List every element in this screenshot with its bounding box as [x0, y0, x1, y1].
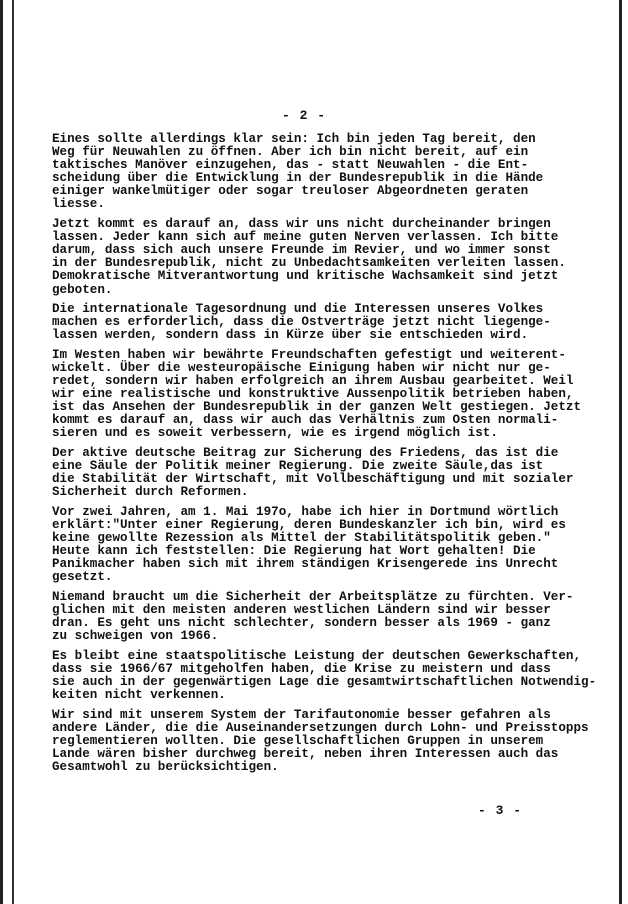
text-line: Lande wären bisher durchweg bereit, neben ihren Interessen auch das: [52, 747, 559, 762]
text-line: taktisches Manöver einzugehen, das - statt Neuwahlen - die Ent-: [52, 158, 529, 173]
text-line: andere Länder, die die Auseinandersetzungen durch Lohn- und Preisstopps: [52, 720, 589, 735]
paragraph: [52, 447, 612, 499]
paragraph: [52, 650, 612, 702]
page-number: - 2 -: [282, 108, 327, 123]
text-line: reglementieren wollten. Die gesellschaftlichen Gruppen in unserem: [52, 733, 544, 748]
text-line: zu schweigen von 1966.: [52, 629, 219, 644]
text-line: kommt es darauf an, dass wir auch das Verhältnis zum Osten normali-: [52, 413, 559, 428]
text-line: eine Säule der Politik meiner Regierung. Die zweite Säule,das ist: [52, 459, 544, 474]
text-line: sie auch in der gegenwärtigen Lage die gesamtwirtschaftlichen Notwendig-: [52, 675, 597, 690]
text-line: Der aktive deutsche Beitrag zur Sicherung des Friedens, das ist die: [52, 446, 559, 461]
text-line: scheidung über die Entwicklung in der Bundesrepublik in die Hände: [52, 171, 544, 186]
text-line: Panikmacher haben sich mit ihrem ständigen Krisengerede ins Unrecht: [52, 557, 559, 572]
text-line: Eines sollte allerdings klar sein: Ich bin jeden Tag bereit, den: [52, 132, 536, 146]
text-line: redet, sondern wir haben erfolgreich an ihrem Ausbau gearbeitet. Weil: [52, 374, 574, 389]
scan-edge-right: [619, 0, 622, 904]
text-line: Gesamtwohl zu berücksichtigen.: [52, 760, 279, 775]
next-page-marker: - 3 -: [478, 803, 523, 818]
text-line: wir eine realistische und konstruktive Aussenpolitik betrieben haben,: [52, 387, 574, 402]
text-line: Niemand braucht um die Sicherheit der Arbeitsplätze zu fürchten. Ver-: [52, 590, 574, 604]
text-line: keine gewollte Rezession als Mittel der Stabilitätspolitik geben.": [52, 531, 551, 546]
scan-edge-line: [12, 0, 14, 904]
text-line: sieren und es soweit verbessern, wie es irgend möglich ist.: [52, 426, 498, 441]
text-line: lassen. Jeder kann sich auf meine guten Nerven verlassen. Ich bitte: [52, 230, 559, 245]
text-line: Heute kann ich feststellen: Die Regierung hat Wort gehalten! Die: [52, 544, 536, 559]
text-line: Es bleibt eine staatspolitische Leistung der deutschen Gewerkschaften,: [52, 648, 582, 663]
text-line: Im Westen haben wir bewährte Freundschaften gefestigt und weiterent-: [52, 347, 566, 362]
text-line: Wir sind mit unserem System der Tarifautonomie besser gefahren als: [52, 707, 551, 722]
text-line: Jetzt kommt es darauf an, dass wir uns nicht durcheinander bringen: [52, 217, 551, 232]
text-line: geboten.: [52, 282, 113, 297]
text-line: gesetzt.: [52, 570, 113, 585]
text-line: erklärt:"Unter einer Regierung, deren Bundeskanzler ich bin, wird es: [52, 518, 566, 533]
text-line: Sicherheit durch Reformen.: [52, 485, 249, 500]
text-line: dran. Es geht uns nicht schlechter, sondern besser als 1969 - ganz: [52, 616, 551, 631]
paragraph: [52, 591, 612, 643]
document-body: [52, 133, 612, 781]
text-line: darum, dass sich auch unsere Freunde im Revier, und wo immer sonst: [52, 243, 551, 258]
text-line: lassen werden, sondern dass in Kürze über sie entschieden wird.: [52, 328, 529, 343]
text-line: ist das Ansehen der Bundesrepublik in der ganzen Welt gestiegen. Jetzt: [52, 400, 582, 415]
text-line: Die internationale Tagesordnung und die Interessen unseres Volkes: [52, 302, 544, 317]
paragraph: [52, 506, 612, 585]
text-line: glichen mit den meisten anderen westlichen Ländern sind wir besser: [52, 603, 551, 618]
text-line: wickelt. Über die westeuropäische Einigung haben wir nicht nur ge-: [52, 361, 551, 375]
text-line: Weg für Neuwahlen zu öffnen. Aber ich bin nicht bereit, auf ein: [52, 145, 529, 160]
text-line: keiten nicht verkennen.: [52, 688, 226, 703]
text-line: Demokratische Mitverantwortung und kritische Wachsamkeit sind jetzt: [52, 269, 559, 284]
text-line: liesse.: [52, 197, 105, 212]
paragraph: [52, 303, 612, 342]
paragraph: [52, 133, 612, 212]
paragraph: [52, 709, 612, 774]
text-line: die Stabilität der Wirtschaft, mit Vollbeschäftigung und mit sozialer: [52, 472, 574, 487]
text-line: einiger wankelmütiger oder sogar treuloser Abgeordneten geraten: [52, 184, 529, 199]
text-line: machen es erforderlich, dass die Ostverträge jetzt nicht liegenge-: [52, 315, 551, 330]
text-line: dass sie 1966/67 mitgeholfen haben, die Krise zu meistern und dass: [52, 661, 551, 676]
paragraph: [52, 218, 612, 297]
scan-edge-left: [0, 0, 3, 904]
text-line: in der Bundesrepublik, nicht zu Unbedachtsamkeiten verleiten lassen.: [52, 256, 566, 271]
paragraph: [52, 349, 612, 441]
text-line: Vor zwei Jahren, am 1. Mai 197o, habe ich hier in Dortmund wörtlich: [52, 504, 559, 519]
